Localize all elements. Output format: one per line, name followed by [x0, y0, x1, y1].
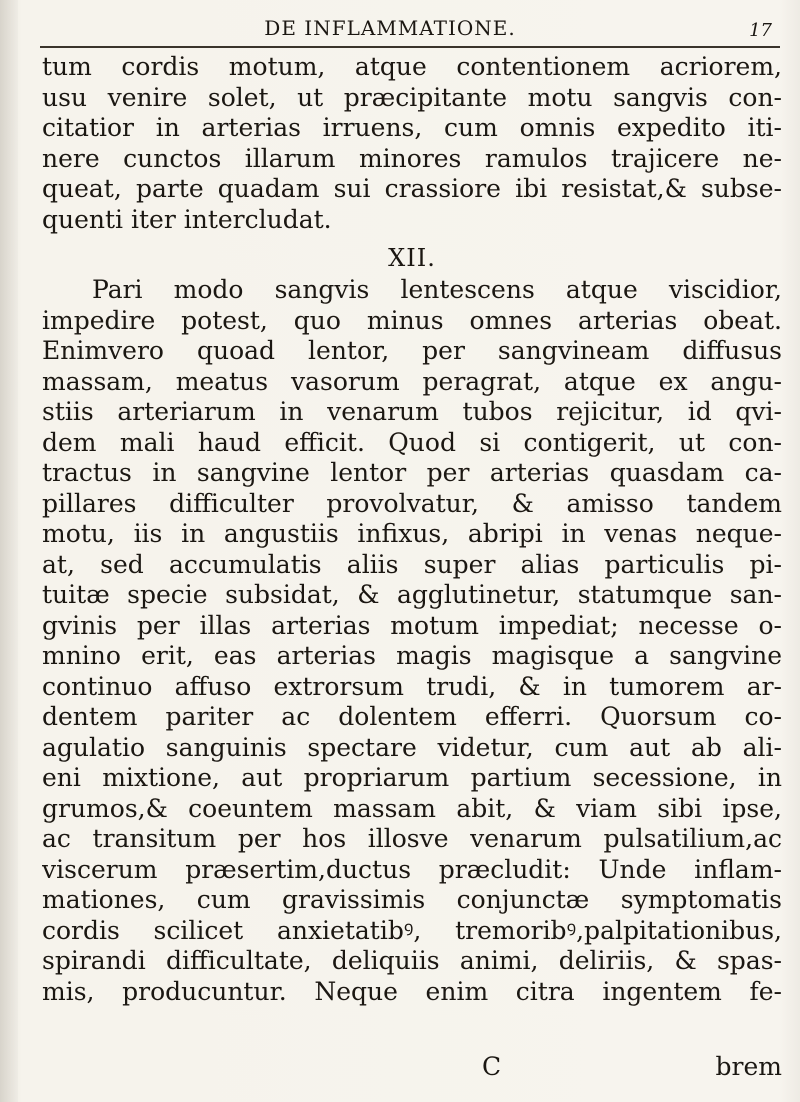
text-line: mationes, cum gravissimis conjunctæ symptomatis — [42, 885, 782, 914]
text-line: impedire potest, quo minus omnes arterias obeat. — [42, 305, 782, 335]
text-line: eni mixtione, aut propriarum partium secessione, in — [42, 763, 782, 792]
text-line: quenti iter intercludat. — [42, 204, 332, 234]
text-line: ac transitum per hos illosve venarum pulsatilium,ac — [42, 824, 782, 853]
catchword: brem — [715, 1052, 782, 1081]
text-line: motu, iis in angustiis infixus, abripi in venas neque- — [42, 519, 782, 548]
text-line: spirandi difficultate, deliquiis animi, deliriis, & spas- — [42, 946, 782, 975]
page-number: 17 — [749, 20, 772, 41]
page-footer — [42, 1052, 782, 1082]
text-line: Enimvero quoad lentor, per sangvineam diffusus — [42, 336, 782, 365]
text-line: stiis arteriarum in venarum tubos rejicitur, id qvi- — [42, 397, 782, 426]
text-line: massam, meatus vasorum peragrat, atque ex angu- — [42, 366, 782, 396]
text-line: tum cordis motum, atque contentionem acriorem, — [42, 52, 782, 81]
text-line: viscerum præsertim,ductus præcludit: Unde inflam- — [42, 854, 782, 884]
section-number: XII. — [388, 244, 436, 272]
text-line: tractus in sangvine lentor per arterias quasdam ca- — [42, 458, 782, 487]
header-rule — [40, 46, 780, 48]
text-line: pillares difficulter provolvatur, & amisso tandem — [42, 488, 782, 518]
text-line: dentem pariter ac dolentem efferri. Quorsum co- — [42, 702, 782, 731]
text-line: at, sed accumulatis aliis super alias particulis pi- — [42, 549, 782, 579]
text-line: cordis scilicet anxietatibꝰ, tremoribꝰ,palpitationibus, — [42, 915, 782, 945]
text-line: tuitæ specie subsidat, & agglutinetur, statumque san- — [42, 580, 782, 609]
signature-mark: C — [482, 1052, 502, 1081]
page-header — [40, 14, 780, 48]
text-line: citatior in arterias irruens, cum omnis expedito iti- — [42, 113, 782, 142]
running-head: DE INFLAMMATIONE. — [264, 16, 516, 40]
text-line: nere cunctos illarum minores ramulos trajicere ne- — [42, 143, 782, 173]
text-line: queat, parte quadam sui crassiore ibi resistat,& subse- — [42, 174, 782, 203]
text-line: mnino erit, eas arterias magis magisque a sangvine — [42, 641, 782, 670]
text-line: continuo affuso extrorsum trudi, & in tumorem ar- — [42, 671, 782, 701]
text-line: agulatio sanguinis spectare videtur, cum aut ab ali- — [42, 732, 782, 762]
text-line: usu venire solet, ut præcipitante motu sangvis con- — [42, 82, 782, 112]
text-line: Pari modo sangvis lentescens atque viscidior, — [92, 275, 782, 304]
text-line: grumos,& coeuntem massam abit, & viam sibi ipse, — [42, 793, 782, 823]
body-text — [42, 52, 782, 1007]
text-line: mis, producuntur. Neque enim citra ingentem fe- — [42, 976, 782, 1006]
text-line: dem mali haud efficit. Quod si contigerit, ut con- — [42, 427, 782, 457]
binding-gutter — [0, 0, 18, 1102]
text-line: gvinis per illas arterias motum impediat; necesse o- — [42, 610, 782, 640]
